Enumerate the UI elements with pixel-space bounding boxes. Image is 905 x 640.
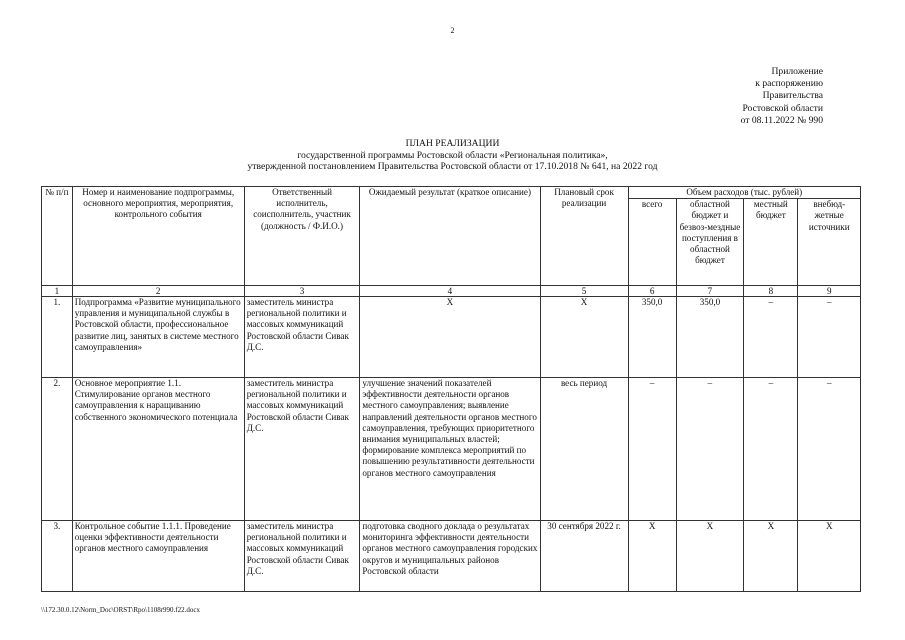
plan-table [41, 186, 861, 592]
row-total: – [628, 378, 676, 521]
header-responsible: Ответственный исполнитель, соисполнитель, участник (должность / Ф.И.О.) [244, 187, 360, 286]
title-heading: ПЛАН РЕАЛИЗАЦИИ [405, 138, 500, 149]
row-total: 350,0 [628, 297, 676, 378]
column-number: 2 [72, 286, 244, 297]
row-result: улучшение значений показателей эффективности деятельности органов местного самоуправления; выявление направлений деятельности органов местного самоуправления, требующих приоритетного внимания муниципальных властей; формирование комплекса мероприятий по повышению результативности деятельности органов местного самоуправления [360, 378, 540, 521]
column-number: 5 [540, 286, 628, 297]
row-result: Х [360, 297, 540, 378]
row-responsible: заместитель министра региональной политики и массовых коммуникаций Ростовской области Сивак Д.С. [244, 378, 360, 521]
row-term: 30 сентября 2022 г. [540, 521, 628, 592]
header-regional: областной бюджет и безвоз-мездные поступления в областной бюджет [676, 199, 744, 286]
page-number: 2 [450, 26, 455, 35]
appendix-line: от 08.11.2022 № 990 [740, 114, 823, 126]
appendix-line: Ростовской области [742, 102, 823, 114]
header-offbudget: внебюд-жетные источники [798, 199, 861, 286]
row-num: 3. [42, 521, 73, 592]
appendix-line: Приложение [771, 66, 823, 77]
document-title [0, 138, 905, 173]
header-name: Номер и наименование подпрограммы, основного мероприятия, мероприятия, контрольного события [72, 187, 244, 286]
appendix-line: Правительства [762, 90, 823, 102]
header-term: Плановый срок реализации [540, 187, 628, 286]
column-number-row [42, 286, 861, 297]
column-number: 3 [244, 286, 360, 297]
appendix-note [741, 66, 823, 127]
header-result: Ожидаемый результат (краткое описание) [360, 187, 540, 286]
row-offbudget: – [798, 297, 861, 378]
row-offbudget: Х [798, 521, 861, 592]
column-number: 6 [628, 286, 676, 297]
table-row [42, 521, 861, 592]
row-local: – [744, 378, 798, 521]
row-responsible: заместитель министра региональной политики и массовых коммуникаций Ростовской области Сивак Д.С. [244, 297, 360, 378]
row-name: Контрольное событие 1.1.1. Проведение оценки эффективности деятельности органов местного самоуправления [72, 521, 244, 592]
row-regional: – [676, 378, 744, 521]
header-expenses: Объем расходов (тыс. рублей) [628, 187, 860, 199]
appendix-line: к распоряжению [755, 78, 823, 90]
row-total: Х [628, 521, 676, 592]
header-local: местный бюджет [744, 199, 798, 286]
column-number: 7 [676, 286, 744, 297]
row-num: 2. [42, 378, 73, 521]
table-row [42, 378, 861, 521]
row-offbudget: – [798, 378, 861, 521]
row-name: Основное мероприятие 1.1. Стимулирование органов местного самоуправления к наращиванию собственного экономического потенциала [72, 378, 244, 521]
column-number: 9 [798, 286, 861, 297]
file-path-footer: \\172.30.0.12\Norm_Doc\ORST\Rpo\1108r990.f22.docx [41, 606, 200, 614]
column-number: 8 [744, 286, 798, 297]
row-responsible: заместитель министра региональной политики и массовых коммуникаций Ростовской области Сивак Д.С. [244, 521, 360, 592]
row-num: 1. [42, 297, 73, 378]
row-regional: Х [676, 521, 744, 592]
column-number: 1 [42, 286, 73, 297]
row-term: весь период [540, 378, 628, 521]
row-local: – [744, 297, 798, 378]
row-regional: 350,0 [676, 297, 744, 378]
header-row [42, 187, 861, 199]
row-result: подготовка сводного доклада о результатах мониторинга эффективности деятельности органов местного самоуправления городских округов и муниципальных районов Ростовской области [360, 521, 540, 592]
row-name: Подпрограмма «Развитие муниципального управления и муниципальной службы в Ростовской области, профессиональное развитие лиц, занятых в системе местного самоуправления» [72, 297, 244, 378]
title-subheading: государственной программы Ростовской области «Региональная политика», [297, 149, 608, 161]
column-number: 4 [360, 286, 540, 297]
row-local: Х [744, 521, 798, 592]
table-row [42, 297, 861, 378]
header-num: № п/п [42, 187, 73, 286]
title-subheading: утвержденной постановлением Правительства Ростовской области от 17.10.2018 № 641, на 2022 год [247, 161, 658, 173]
row-term: Х [540, 297, 628, 378]
header-total: всего [628, 199, 676, 286]
